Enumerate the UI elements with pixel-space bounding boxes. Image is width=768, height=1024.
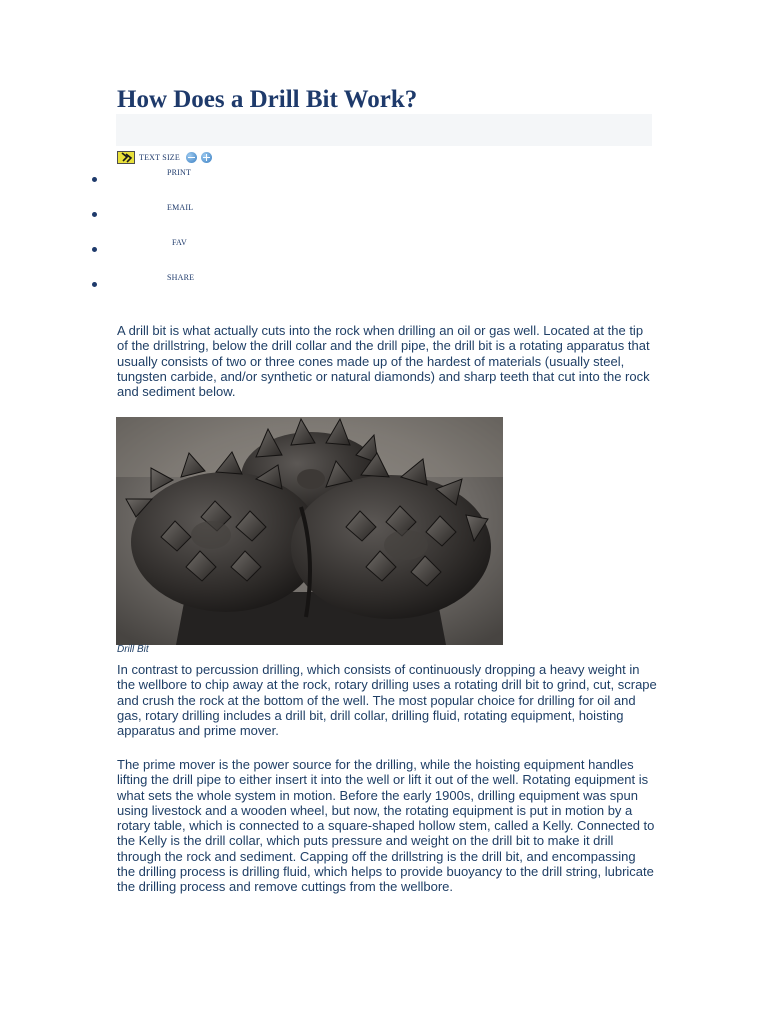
image-caption: Drill Bit xyxy=(117,644,149,655)
text-size-label: TEXT SIZE xyxy=(139,152,180,162)
print-link[interactable]: PRINT xyxy=(167,168,192,177)
share-link[interactable]: SHARE xyxy=(167,273,195,282)
list-bullet xyxy=(92,212,97,217)
intro-paragraph: A drill bit is what actually cuts into the rock when drilling an oil or gas well. Located at the tip of the drillstring, below the drill collar and the drill pipe, the drill bit is a rotating apparatus that usually consists of two or three cones made up of the hardest of materials (usually steel, tungsten carbide, and/or synthetic or natural diamonds) and sharp teeth that cut into the rock and sediment below. xyxy=(117,323,650,400)
list-bullet xyxy=(92,282,97,287)
body-paragraph-2: In contrast to percussion drilling, which consists of continuously dropping a heavy weight in the wellbore to chip away at the rock, rotary drilling uses a rotating drill bit to grind, cut, scrape and crush the rock at the bottom of the well. The most popular choice for drilling for oil and gas, rotary drilling includes a drill bit, drill collar, drilling fluid, rotating equipment, hoisting apparatus and prime mover. xyxy=(117,662,657,739)
ad-banner-placeholder xyxy=(116,114,652,146)
text-size-control xyxy=(117,149,216,165)
text-size-icon xyxy=(117,151,135,164)
fav-link[interactable]: FAV xyxy=(172,238,187,247)
page-title: How Does a Drill Bit Work? xyxy=(117,86,418,113)
body-paragraph-3: The prime mover is the power source for the drilling, while the hoisting equipment handles lifting the drill pipe to either insert it into the well or lift it out of the well. Rotating equipment is what sets the whole system in motion. Before the early 1900s, drilling equipment was spun using livestock and a wooden wheel, but now, the rotating equipment is put in motion by a rotary table, which is connected to a square-shaped hollow stem, called a Kelly. Connected to the Kelly is the drill collar, which puts pressure and weight on the drill bit to make it drill through the rock and sediment. Capping off the drillstring is the drill bit, and encompassing the drilling process is drilling fluid, which helps to provide buoyancy to the drill string, lubricate the drilling process and remove cuttings from the wellbore. xyxy=(117,757,655,895)
tool-item-share xyxy=(0,273,220,290)
list-bullet xyxy=(92,177,97,182)
tool-item-email xyxy=(0,203,220,220)
tool-item-fav xyxy=(0,238,220,255)
increase-text-icon[interactable] xyxy=(201,152,212,163)
email-link[interactable]: EMAIL xyxy=(167,203,194,212)
drill-bit-image xyxy=(116,417,503,645)
list-bullet xyxy=(92,247,97,252)
decrease-text-icon[interactable] xyxy=(186,152,197,163)
tool-item-print xyxy=(0,168,220,185)
